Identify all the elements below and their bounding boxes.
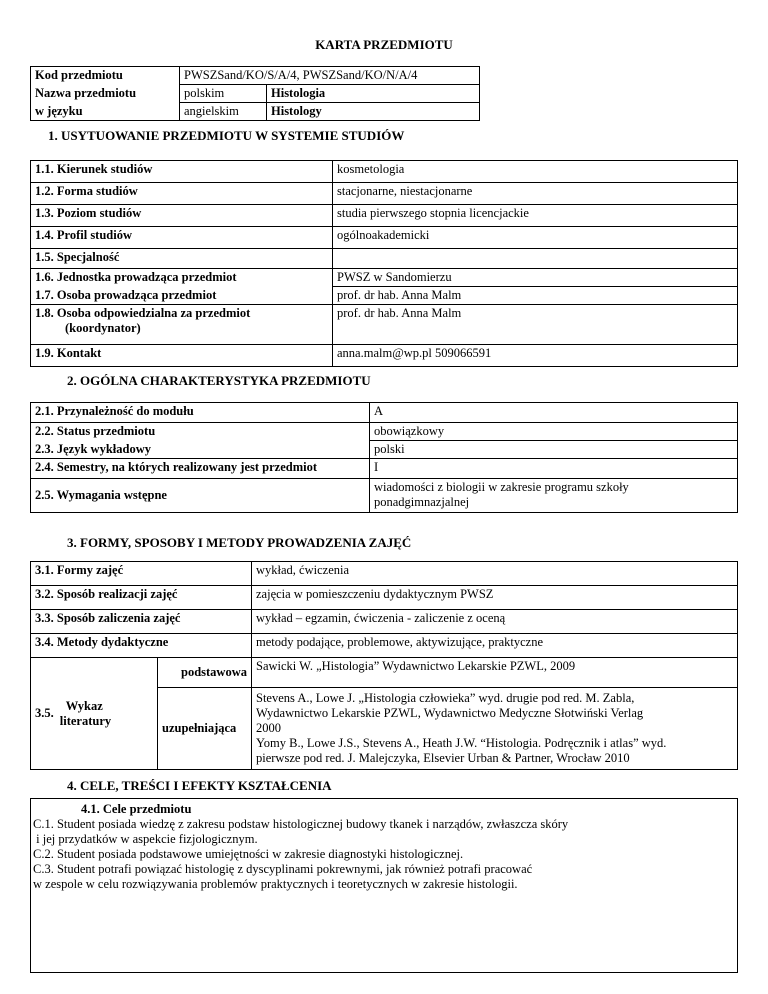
section-1-table	[30, 160, 738, 367]
s1-label: 1.8. Osoba odpowiedzialna za przedmiot	[35, 306, 251, 320]
en-name: Histology	[267, 103, 480, 121]
s2-value-multiline	[370, 479, 738, 513]
s2-label: 2.4. Semestry, na których realizowany jest przedmiot	[31, 459, 370, 479]
s2-value: polski	[370, 441, 738, 459]
kod-value: PWSZSand/KO/S/A/4, PWSZSand/KO/N/A/4	[180, 67, 480, 85]
s1-label-multiline	[31, 305, 333, 345]
s1-value: studia pierwszego stopnia licencjackie	[333, 205, 738, 227]
pl-lang: polskim	[180, 85, 267, 103]
goal-line: i jej przydatków w aspekcie fizjologicznym.	[33, 832, 258, 846]
s2-label: 2.3. Język wykładowy	[31, 441, 370, 459]
uzup-line: Stevens A., Lowe J. „Histologia człowieka” wyd. drugie pod red. M. Zabla,	[256, 691, 635, 705]
literature-label-1: Wykaz	[65, 698, 103, 713]
podstawowa-value: Sawicki W. „Histologia” Wydawnictwo Lekarskie PZWL, 2009	[252, 658, 738, 688]
s1-value	[333, 249, 738, 269]
s1-value: anna.malm@wp.pl 509066591	[333, 345, 738, 367]
s1-label-cont: (koordynator)	[65, 321, 141, 335]
uzup-line: Yomy B., Lowe J.S., Stevens A., Heath J.W. “Histologia. Podręcznik i atlas” wyd.	[256, 736, 667, 750]
header-table	[30, 66, 480, 121]
section-2-heading: 2. OGÓLNA CHARAKTERYSTYKA PRZEDMIOTU	[67, 373, 371, 388]
podstawowa-label: podstawowa	[158, 658, 252, 688]
s1-value: prof. dr hab. Anna Malm	[333, 287, 738, 305]
s3-label: 3.4. Metody dydaktyczne	[31, 634, 252, 658]
section-4-heading: 4. CELE, TREŚCI I EFEKTY KSZTAŁCENIA	[67, 778, 332, 793]
nazwa-label: Nazwa przedmiotu	[31, 85, 180, 103]
page-title: KARTA PRZEDMIOTU	[315, 37, 453, 52]
uzupelniajaca-value	[252, 688, 738, 770]
pl-name: Histologia	[267, 85, 480, 103]
s2-value-cont: ponadgimnazjalnej	[374, 495, 470, 509]
section-1-heading: 1. USYTUOWANIE PRZEDMIOTU W SYSTEMIE STUDIÓW	[48, 128, 405, 143]
section-3-table	[30, 561, 738, 770]
s1-label: 1.6. Jednostka prowadząca przedmiot	[31, 269, 333, 287]
s3-label: 3.1. Formy zajęć	[31, 562, 252, 586]
s1-label: 1.2. Forma studiów	[31, 183, 333, 205]
goal-line: C.1. Student posiada wiedzę z zakresu podstaw histologicznej budowy tkanek i narządów, zwłaszcza skóry	[33, 817, 569, 831]
goals-subheading: 4.1. Cele przedmiotu	[81, 802, 192, 816]
uzup-line: Wydawnictwo Lekarskie PZWL, Wydawnictwo Medyczne Słotwiński Verlag	[256, 706, 644, 720]
s1-value: PWSZ w Sandomierzu	[333, 269, 738, 287]
s2-label: 2.5. Wymagania wstępne	[31, 479, 370, 513]
uzup-line: 2000	[256, 721, 281, 735]
s1-label: 1.5. Specjalność	[31, 249, 333, 269]
uzup-line: pierwsze pod red. J. Malejczyka, Elsevier Urban & Partner, Wrocław 2010	[256, 751, 630, 765]
s2-value: A	[370, 403, 738, 423]
s2-label: 2.2. Status przedmiotu	[31, 423, 370, 441]
s1-label: 1.9. Kontakt	[31, 345, 333, 367]
s1-value: prof. dr hab. Anna Malm	[333, 305, 738, 345]
s1-value: stacjonarne, niestacjonarne	[333, 183, 738, 205]
uzupelniajaca-label: uzupełniająca	[158, 688, 252, 770]
s2-value: wiadomości z biologii w zakresie programu szkoły	[374, 480, 629, 494]
section-2-table	[30, 402, 738, 513]
kod-label: Kod przedmiotu	[31, 67, 180, 85]
en-lang: angielskim	[180, 103, 267, 121]
goal-line: w zespole w celu rozwiązywania problemów praktycznych i teoretycznych w zakresie histologii.	[33, 877, 518, 891]
s3-label: 3.2. Sposób realizacji zajęć	[31, 586, 252, 610]
s1-label: 1.4. Profil studiów	[31, 227, 333, 249]
s3-value: wykład, ćwiczenia	[252, 562, 738, 586]
s2-value: I	[370, 459, 738, 479]
s1-label: 1.7. Osoba prowadząca przedmiot	[31, 287, 333, 305]
s3-label: 3.3. Sposób zaliczenia zajęć	[31, 610, 252, 634]
section-3-heading: 3. FORMY, SPOSOBY I METODY PROWADZENIA ZAJĘĆ	[67, 535, 412, 550]
s1-label: 1.1. Kierunek studiów	[31, 161, 333, 183]
literature-label-cell	[31, 658, 158, 770]
literature-number: 3.5.	[35, 706, 54, 720]
s3-value: zajęcia w pomieszczeniu dydaktycznym PWSZ	[252, 586, 738, 610]
goal-line: C.2. Student posiada podstawowe umiejętności w zakresie diagnostyki histologicznej.	[33, 847, 464, 861]
s3-value: metody podające, problemowe, aktywizujące, praktyczne	[252, 634, 738, 658]
s2-value: obowiązkowy	[370, 423, 738, 441]
s1-label: 1.3. Poziom studiów	[31, 205, 333, 227]
s2-label: 2.1. Przynależność do modułu	[31, 403, 370, 423]
jezyk-label: w języku	[31, 103, 180, 121]
goal-line: C.3. Student potrafi powiązać histologię z dyscyplinami pokrewnymi, jak również potrafi pracować	[33, 862, 533, 876]
s1-value: kosmetologia	[333, 161, 738, 183]
s1-value: ogólnoakademicki	[333, 227, 738, 249]
literature-label-2: literatury	[59, 713, 112, 728]
goals-box	[30, 798, 738, 973]
s3-value: wykład – egzamin, ćwiczenia - zaliczenie z oceną	[252, 610, 738, 634]
